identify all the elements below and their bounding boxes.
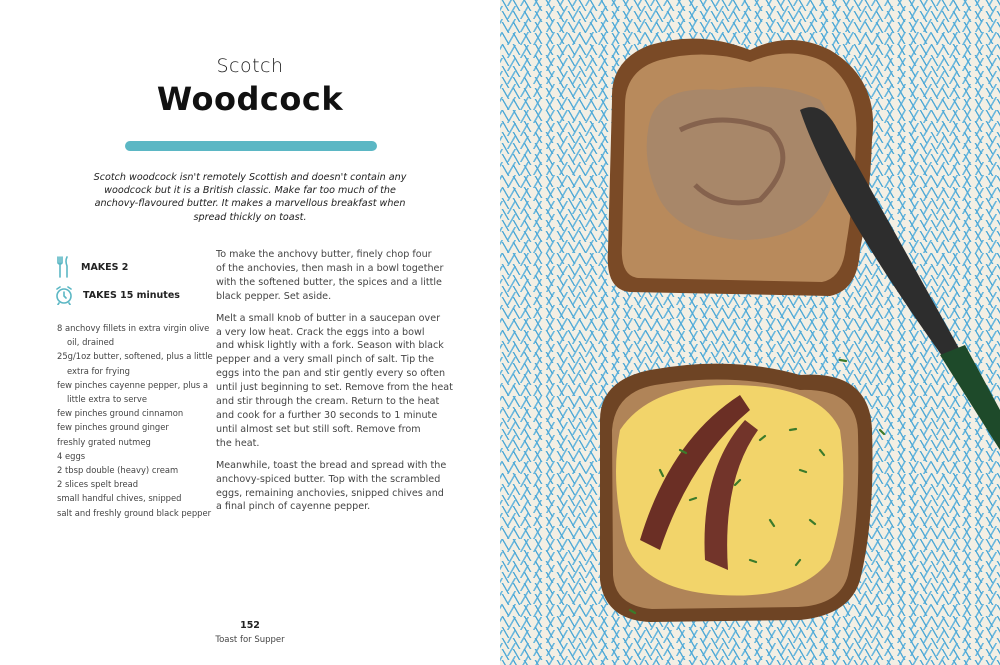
- method-step: To make the anchovy butter, finely chop four of the anchovies, then mash in a bowl together with the softened butter, the spices and a little black pepper. Set aside.: [216, 249, 444, 302]
- ingredients-list: [57, 321, 213, 520]
- ingredient-item: few pinches ground cinnamon: [57, 408, 184, 419]
- accent-divider: [125, 141, 377, 151]
- ingredient-item: few pinches cayenne pepper, plus a: [57, 379, 209, 390]
- method: [216, 248, 453, 522]
- ingredient-item: small handful chives, snipped: [57, 493, 182, 504]
- ingredient-item: freshly grated nutmeg: [57, 436, 151, 447]
- cutlery-icon: [55, 256, 71, 278]
- ingredient-item: salt and freshly ground black pepper: [57, 507, 212, 518]
- cooking-time: TAKES 15 minutes: [55, 285, 180, 305]
- recipe-subtitle: Scotch: [216, 55, 284, 77]
- servings: MAKES 2: [55, 256, 128, 278]
- method-step: Melt a small knob of butter in a saucepan over a very low heat. Crack the eggs into a bowl and whisk lightly with a fork. Season with black pepper and a very small pinch of salt. Tip the eggs into the pan and stir gently every so often until just beginning to set. Remove from the heat and stir through the cream. Return to the heat and cook for a further 30 seconds to 1 minute until almost set but still soft. Remove from the heat.: [216, 312, 453, 449]
- ingredient-item: extra for frying: [67, 365, 130, 376]
- ingredient-item: 8 anchovy fillets in extra virgin olive: [57, 323, 210, 333]
- toast-photo-illustration: [500, 0, 1000, 665]
- ingredient-item: 2 slices spelt bread: [57, 479, 139, 490]
- ingredient-item: 2 tbsp double (heavy) cream: [57, 465, 179, 476]
- ingredient-item: oil, drained: [67, 337, 115, 348]
- ingredient-item: few pinches ground ginger: [57, 422, 169, 433]
- section-title: Toast for Supper: [215, 635, 285, 645]
- alarm-clock-icon: [55, 285, 73, 305]
- ingredient-item: little extra to serve: [67, 394, 147, 405]
- recipe-intro: Scotch woodcock isn't remotely Scottish and doesn't contain any woodcock but it is a British classic. Make far too much of the anchovy-flavoured butter. It makes a marvellous breakfast when spread thickly on toast.: [93, 172, 407, 223]
- method-step: Meanwhile, toast the bread and spread with the anchovy-spiced butter. Top with the scrambled eggs, remaining anchovies, snipped chives and a final pinch of cayenne pepper.: [216, 459, 447, 513]
- ingredient-item: 25g/1oz butter, softened, plus a little: [57, 351, 213, 362]
- ingredient-item: 4 eggs: [57, 450, 86, 461]
- food-photo: [500, 0, 1000, 665]
- recipe-title: Woodcock: [156, 80, 344, 118]
- page-number: 152: [240, 620, 260, 631]
